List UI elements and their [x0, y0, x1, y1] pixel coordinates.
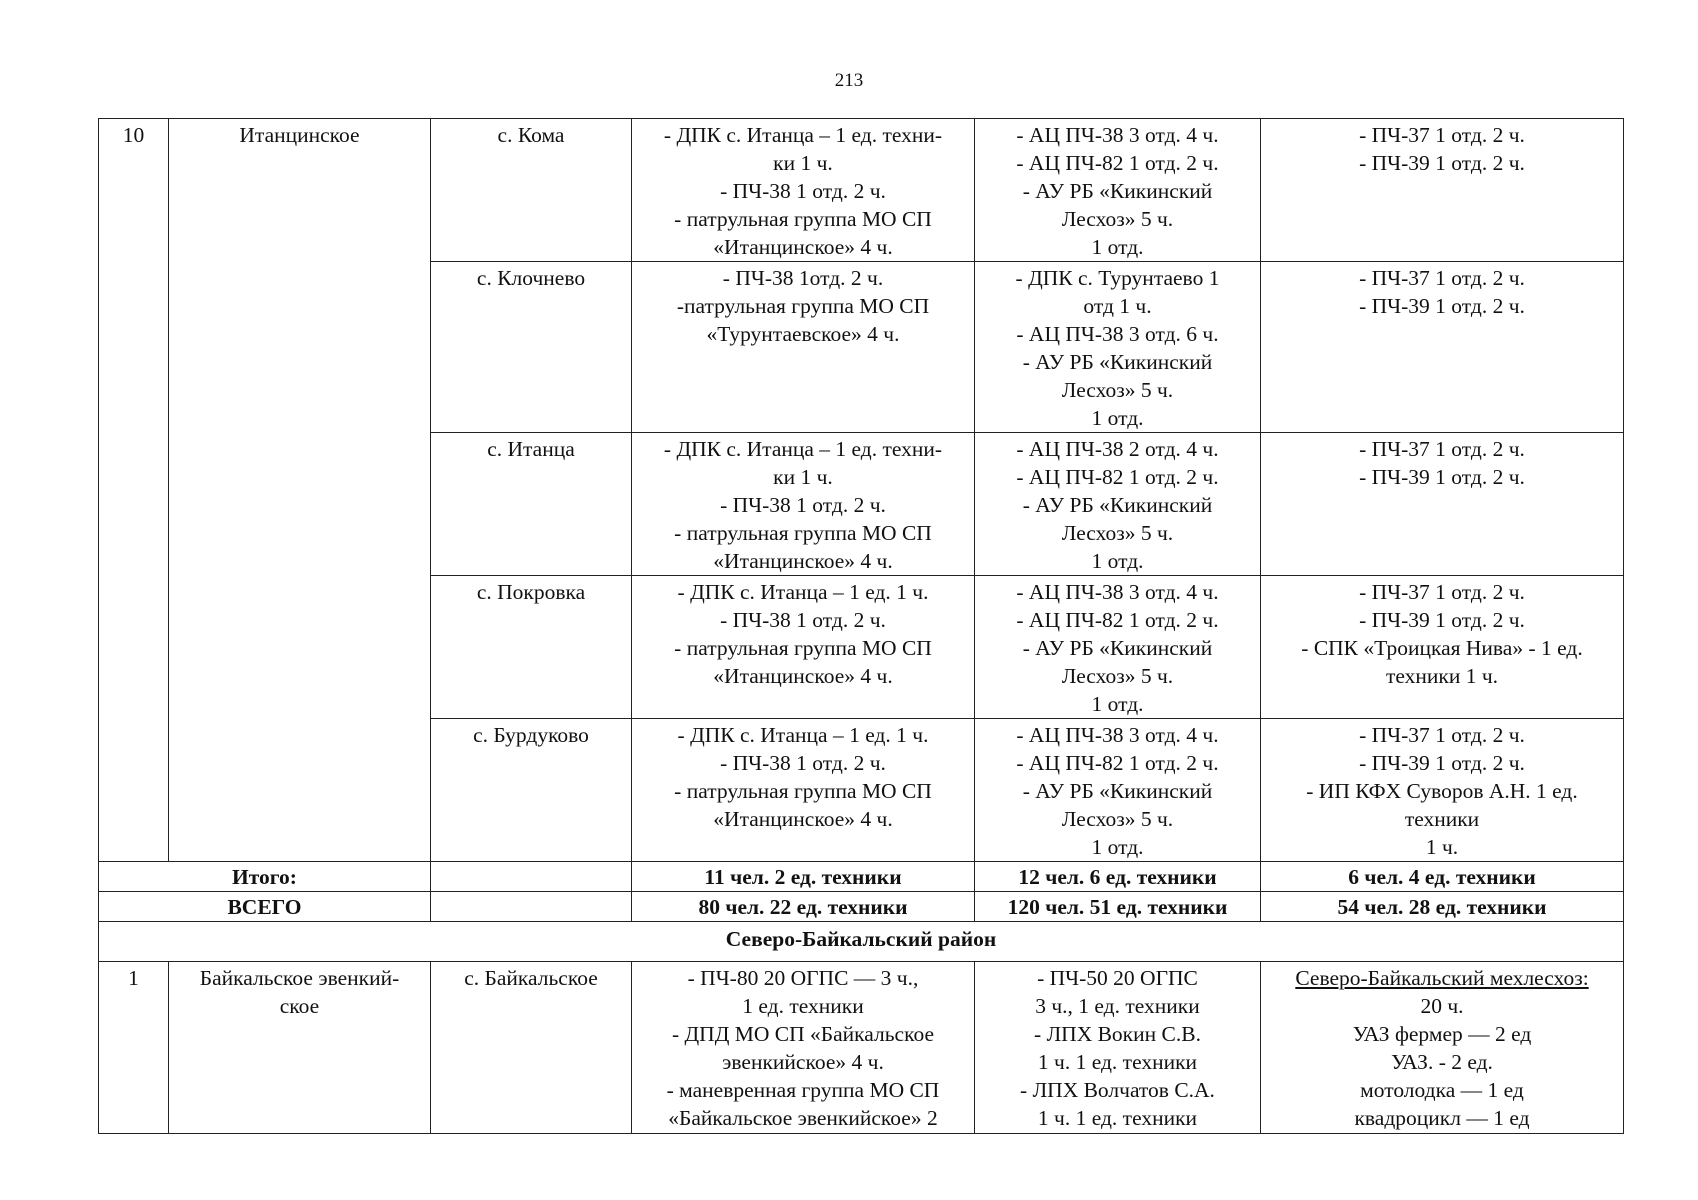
cell-line: - ДПК с. Итанца – 1 ед. техни-	[663, 123, 943, 147]
cell-line: - ПЧ-37 1 отд. 2 ч.	[1359, 266, 1525, 290]
forces-second-echelon	[975, 719, 1261, 862]
cell-line: - ПЧ-80 20 ОГПС — 3 ч.,	[687, 966, 919, 990]
cell-line: 1 отд.	[1091, 835, 1144, 859]
village-cell: с. Байкальское	[431, 962, 632, 1134]
forces-first-echelon	[632, 433, 975, 576]
cell-line: - ПЧ-39 1 отд. 2 ч.	[1359, 151, 1525, 175]
subtotal-value: 6 чел. 4 ед. техники	[1261, 862, 1624, 892]
cell-line: отд 1 ч.	[1083, 294, 1152, 318]
grand-total-label: ВСЕГО	[99, 892, 431, 922]
cell-line: - АУ РБ «Кикинский	[1022, 779, 1213, 803]
settlement-name	[169, 962, 431, 1134]
region-title: Северо-Байкальский район	[99, 922, 1624, 962]
village-cell: с. Клочнево	[431, 262, 632, 433]
forces-first-echelon	[632, 119, 975, 262]
subtotal-label: Итого:	[99, 862, 431, 892]
village-cell: с. Кома	[431, 119, 632, 262]
cell-line: - СПК «Троицкая Нива» - 1 ед.	[1301, 636, 1583, 660]
row-number: 10	[99, 119, 169, 862]
cell-line: - патрульная группа МО СП	[674, 636, 932, 660]
cell-line: «Итанцинское» 4 ч.	[713, 807, 893, 831]
cell-line: ки 1 ч.	[773, 151, 833, 175]
settlement-name: Итанцинское	[169, 119, 431, 862]
cell-line: - ПЧ-38 1 отд. 2 ч.	[720, 493, 886, 517]
cell-line: - ДПК с. Итанца – 1 ед. техни-	[663, 437, 943, 461]
cell-line: 1 ед. техники	[742, 994, 864, 1018]
cell-line: «Турунтаевское» 4 ч.	[706, 322, 900, 346]
cell-line: - ПЧ-38 1 отд. 2 ч.	[720, 608, 886, 632]
cell-line: - патрульная группа МО СП	[674, 207, 932, 231]
cell-line: - ПЧ-38 1 отд. 2 ч.	[720, 751, 886, 775]
cell-line: - ПЧ-37 1 отд. 2 ч.	[1359, 123, 1525, 147]
cell-line: техники 1 ч.	[1385, 664, 1499, 688]
cell-line: - ПЧ-37 1 отд. 2 ч.	[1359, 723, 1525, 747]
village-cell: с. Итанца	[431, 433, 632, 576]
cell-line: техники	[1404, 807, 1480, 831]
empty-cell	[431, 892, 632, 922]
grand-total-value: 80 чел. 22 ед. техники	[632, 892, 975, 922]
reserve-heading: Северо-Байкальский мехлесхоз:	[1295, 966, 1589, 990]
forces-reserve	[1261, 262, 1624, 433]
forces-reserve	[1261, 719, 1624, 862]
cell-line: -патрульная группа МО СП	[676, 294, 930, 318]
cell-line: - АЦ ПЧ-38 3 отд. 6 ч.	[1016, 322, 1219, 346]
cell-line: 1 отд.	[1091, 692, 1144, 716]
forces-second-echelon	[975, 576, 1261, 719]
region-header-row	[99, 922, 1624, 962]
cell-line: квадроцикл — 1 ед	[1354, 1106, 1530, 1130]
cell-line: ское	[279, 994, 320, 1018]
cell-line: - ДПК с. Итанца – 1 ед. 1 ч.	[677, 580, 929, 604]
cell-line: Лесхоз» 5 ч.	[1061, 207, 1174, 231]
cell-line: «Итанцинское» 4 ч.	[713, 549, 893, 573]
cell-line: УАЗ фермер — 2 ед	[1352, 1022, 1532, 1046]
forces-reserve	[1261, 962, 1624, 1134]
cell-line: 1 ч.	[1425, 835, 1459, 859]
forces-second-echelon	[975, 119, 1261, 262]
cell-line: - ПЧ-37 1 отд. 2 ч.	[1359, 437, 1525, 461]
forces-first-echelon	[632, 576, 975, 719]
cell-line: - ПЧ-37 1 отд. 2 ч.	[1359, 580, 1525, 604]
forces-reserve	[1261, 119, 1624, 262]
grand-total-value: 120 чел. 51 ед. техники	[975, 892, 1261, 922]
cell-line: «Итанцинское» 4 ч.	[713, 235, 893, 259]
cell-line: - патрульная группа МО СП	[674, 521, 932, 545]
cell-line: - АУ РБ «Кикинский	[1022, 179, 1213, 203]
grand-total-row	[99, 892, 1624, 922]
cell-line: «Итанцинское» 4 ч.	[713, 664, 893, 688]
cell-line: - АЦ ПЧ-82 1 отд. 2 ч.	[1016, 751, 1219, 775]
table-row	[99, 962, 1624, 1134]
reserve-lines	[1267, 992, 1617, 1132]
cell-line: - ПЧ-38 1 отд. 2 ч.	[720, 179, 886, 203]
cell-line: - АЦ ПЧ-38 2 отд. 4 ч.	[1016, 437, 1219, 461]
cell-line: - ЛПХ Волчатов С.А.	[1020, 1078, 1215, 1102]
cell-line: - АЦ ПЧ-38 3 отд. 4 ч.	[1016, 580, 1219, 604]
cell-line: ки 1 ч.	[773, 465, 833, 489]
cell-line: Лесхоз» 5 ч.	[1061, 807, 1174, 831]
cell-line: 3 ч., 1 ед. техники	[1035, 994, 1200, 1018]
cell-line: Лесхоз» 5 ч.	[1061, 521, 1174, 545]
cell-line: - АУ РБ «Кикинский	[1022, 493, 1213, 517]
cell-line: - ПЧ-50 20 ОГПС	[1037, 966, 1198, 990]
cell-line: - АУ РБ «Кикинский	[1022, 350, 1213, 374]
cell-line: 20 ч.	[1420, 994, 1464, 1018]
cell-line: 1 отд.	[1091, 549, 1144, 573]
cell-line: - ДПК с. Турунтаево 1	[1015, 266, 1220, 290]
cell-line: 1 отд.	[1091, 235, 1144, 259]
subtotal-row	[99, 862, 1624, 892]
cell-line: - АЦ ПЧ-38 3 отд. 4 ч.	[1016, 723, 1219, 747]
forces-first-echelon	[632, 719, 975, 862]
cell-line: - АЦ ПЧ-82 1 отд. 2 ч.	[1016, 465, 1219, 489]
page-number: 213	[834, 70, 864, 91]
cell-line: - ДПД МО СП «Байкальское	[671, 1022, 934, 1046]
cell-line: - ПЧ-39 1 отд. 2 ч.	[1359, 294, 1525, 318]
cell-line: - АЦ ПЧ-82 1 отд. 2 ч.	[1016, 608, 1219, 632]
resources-table	[98, 118, 1624, 1134]
forces-reserve	[1261, 576, 1624, 719]
empty-cell	[431, 862, 632, 892]
forces-reserve	[1261, 433, 1624, 576]
cell-line: - ПЧ-38 1отд. 2 ч.	[722, 266, 884, 290]
cell-line: Лесхоз» 5 ч.	[1061, 664, 1174, 688]
cell-line: мотолодка — 1 ед	[1360, 1078, 1524, 1102]
cell-line: - АУ РБ «Кикинский	[1022, 636, 1213, 660]
cell-line: - ПЧ-39 1 отд. 2 ч.	[1359, 465, 1525, 489]
subtotal-value: 11 чел. 2 ед. техники	[632, 862, 975, 892]
row-number: 1	[99, 962, 169, 1134]
cell-line: - маневренная группа МО СП	[666, 1078, 940, 1102]
cell-line: «Байкальское эвенкийское» 2	[668, 1106, 938, 1130]
village-cell: с. Бурдуково	[431, 719, 632, 862]
cell-line: Лесхоз» 5 ч.	[1061, 378, 1174, 402]
cell-line: - ИП КФХ Суворов А.Н. 1 ед.	[1306, 779, 1578, 803]
cell-line: - АЦ ПЧ-82 1 отд. 2 ч.	[1016, 151, 1219, 175]
cell-line: - ЛПХ Вокин С.В.	[1034, 1022, 1201, 1046]
forces-second-echelon	[975, 962, 1261, 1134]
cell-line: УАЗ. - 2 ед.	[1391, 1050, 1493, 1074]
forces-first-echelon	[632, 262, 975, 433]
subtotal-value: 12 чел. 6 ед. техники	[975, 862, 1261, 892]
table-row	[99, 119, 1624, 262]
cell-line: 1 ч. 1 ед. техники	[1037, 1050, 1198, 1074]
grand-total-value: 54 чел. 28 ед. техники	[1261, 892, 1624, 922]
cell-line: - АЦ ПЧ-38 3 отд. 4 ч.	[1016, 123, 1219, 147]
cell-line: - ПЧ-39 1 отд. 2 ч.	[1359, 608, 1525, 632]
cell-line: Байкальское эвенкий-	[199, 966, 400, 990]
cell-line: 1 ч. 1 ед. техники	[1037, 1106, 1198, 1130]
cell-line: - ДПК с. Итанца – 1 ед. 1 ч.	[677, 723, 929, 747]
cell-line: эвенкийское» 4 ч.	[722, 1050, 884, 1074]
cell-line: - патрульная группа МО СП	[674, 779, 932, 803]
village-cell: с. Покровка	[431, 576, 632, 719]
forces-first-echelon	[632, 962, 975, 1134]
forces-second-echelon	[975, 262, 1261, 433]
cell-line: 1 отд.	[1091, 406, 1144, 430]
forces-second-echelon	[975, 433, 1261, 576]
cell-line: - ПЧ-39 1 отд. 2 ч.	[1359, 751, 1525, 775]
